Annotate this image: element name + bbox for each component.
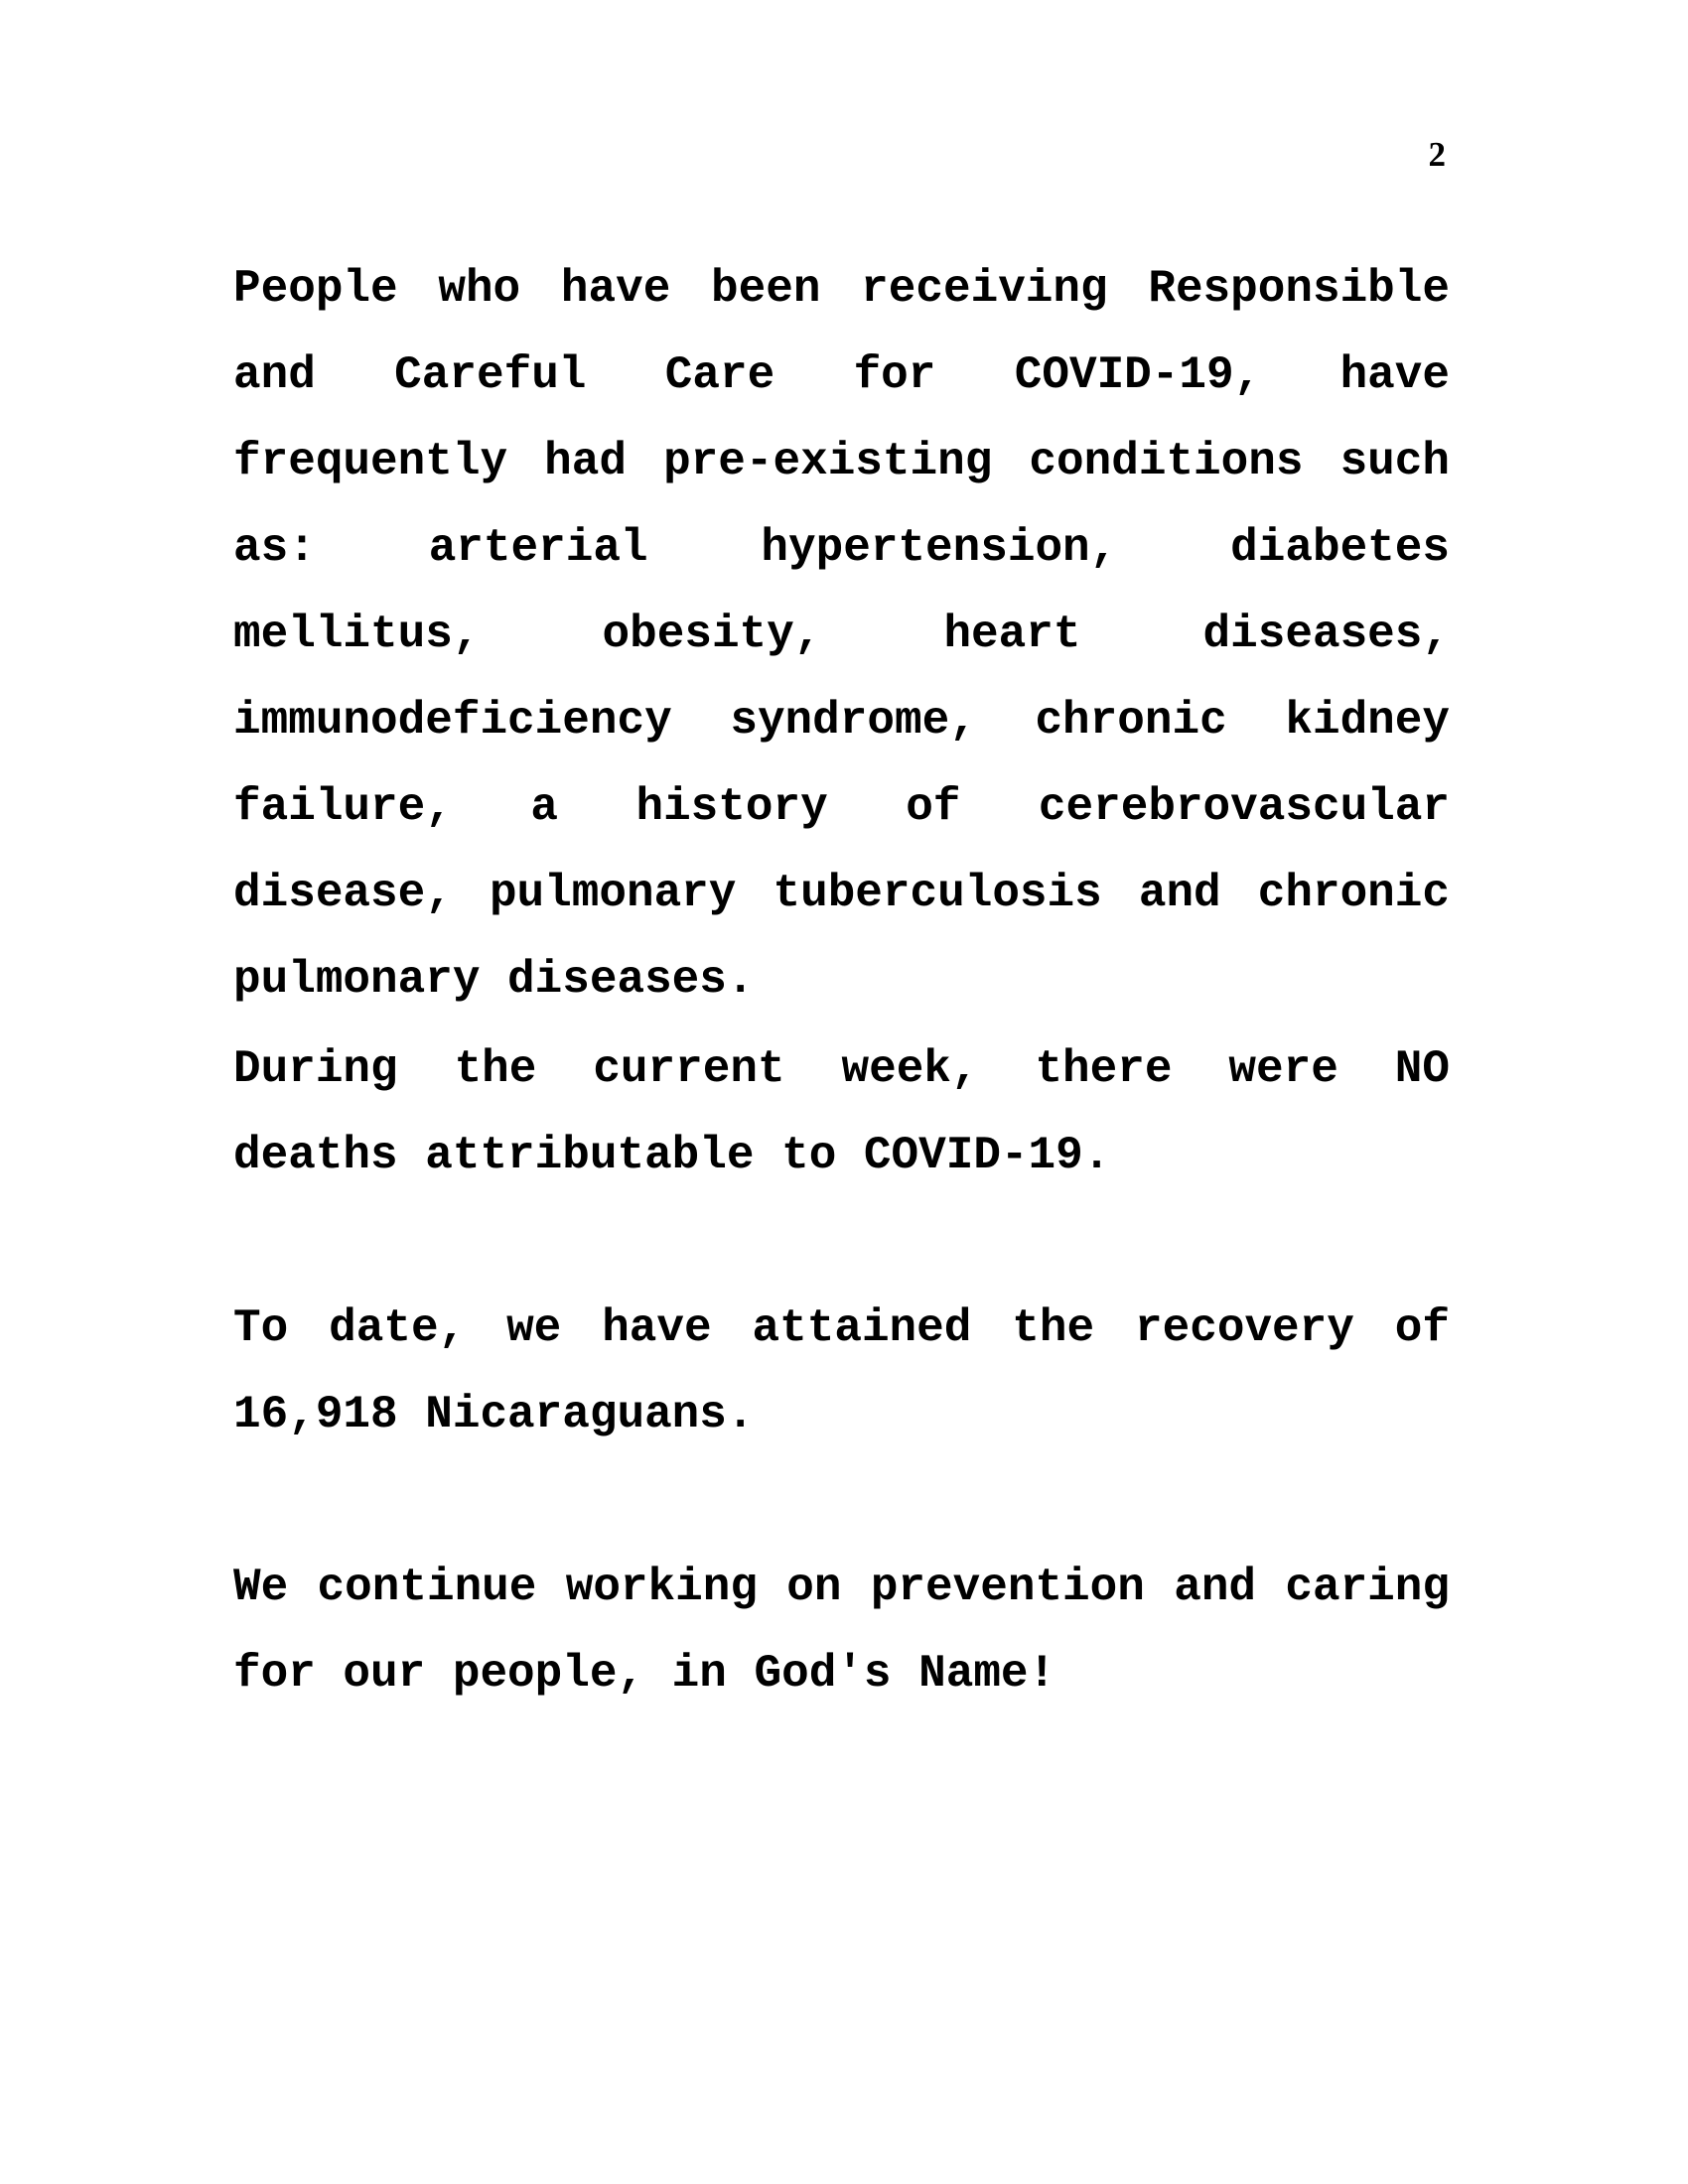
paragraph-closing: We continue working on prevention and caring for our people, in God's Name! — [233, 1562, 1450, 1700]
paragraph-preexisting-conditions: People who have been receiving Responsible and Careful Care for COVID-19, have frequently had pre-existing conditions such as: arterial hypertension, diabetes mellitus, obesity, heart diseases, immunodeficiency syndrome, chronic kidney failure, a history of cerebrovascular disease, pulmonary tuberculosis and chronic pulmonary diseases. — [233, 263, 1450, 1006]
paragraph-weekly-deaths: During the current week, there were NO deaths attributable to COVID-19. — [233, 1043, 1450, 1181]
page-number: 2 — [1428, 135, 1446, 174]
paragraph-recoveries: To date, we have attained the recovery of 16,918 Nicaraguans. — [233, 1302, 1450, 1440]
